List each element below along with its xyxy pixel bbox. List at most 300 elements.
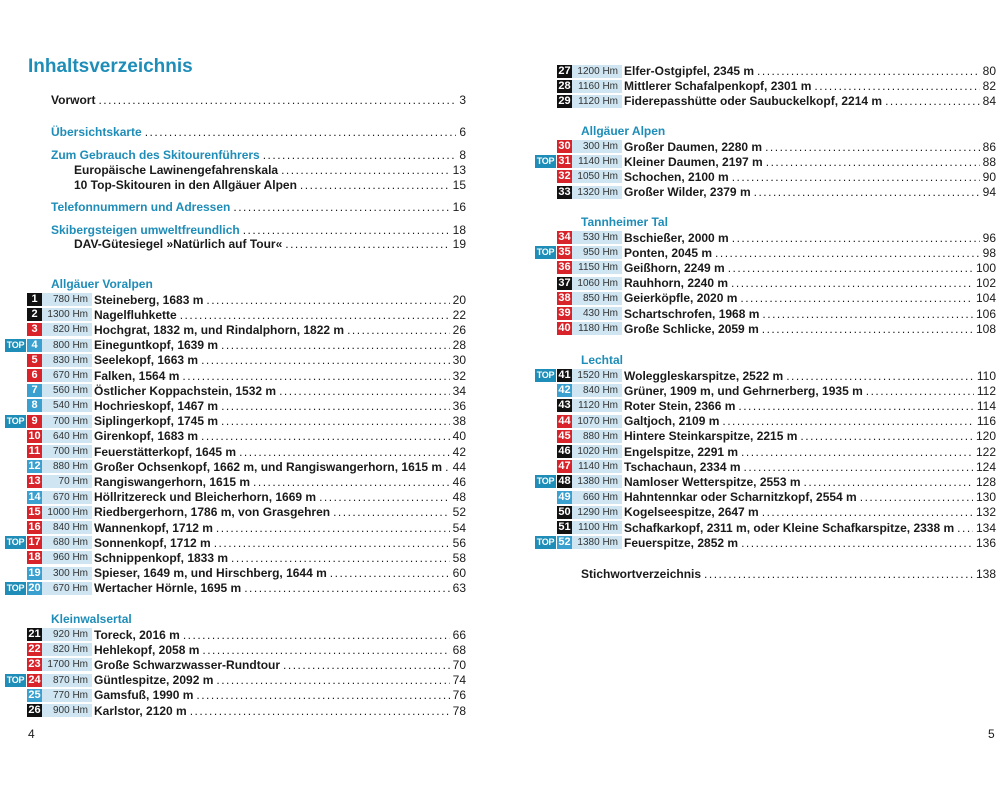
tour-number-badge: 37 — [558, 276, 571, 289]
toc-line-page: 16 — [452, 200, 466, 214]
elevation-gain: 560 Hm — [42, 384, 92, 397]
tour-name: Steineberg, 1683 m — [94, 292, 204, 307]
tour-page: 30 — [452, 353, 466, 368]
tour-row[interactable] — [5, 429, 466, 443]
section-heading: Allgäuer Alpen — [581, 124, 666, 138]
tour-name: Woleggleskarspitze, 2522 m — [624, 368, 784, 383]
dot-leader — [244, 581, 449, 595]
tour-row[interactable] — [535, 369, 996, 383]
elevation-gain: 1100 Hm — [572, 521, 622, 534]
tour-page: 134 — [975, 520, 996, 535]
dot-leader — [182, 369, 449, 383]
elevation-gain: 950 Hm — [572, 246, 622, 259]
toc-line-page: 138 — [975, 567, 996, 581]
dot-leader — [744, 460, 973, 474]
page-title: Inhaltsverzeichnis — [28, 56, 193, 77]
elevation-gain: 1140 Hm — [572, 460, 622, 473]
toc-line-title: Stichwortverzeichnis — [581, 567, 702, 581]
tour-page: 96 — [982, 230, 996, 245]
tour-name: Girenkopf, 1683 m — [94, 429, 199, 444]
elevation-gain: 1000 Hm — [42, 506, 92, 519]
tour-page: 32 — [452, 368, 466, 383]
tour-name: Geißhorn, 2249 m — [624, 260, 725, 275]
dot-leader — [704, 567, 973, 582]
elevation-gain: 70 Hm — [42, 475, 92, 488]
dot-leader — [740, 291, 973, 305]
toc-line-page: 19 — [452, 237, 466, 251]
toc-line[interactable] — [51, 125, 466, 140]
tour-name: Wannenkopf, 1712 m — [94, 520, 213, 535]
toc-line-page: 8 — [459, 148, 466, 162]
tour-name: Grüner, 1909 m, und Gehrnerberg, 1935 m — [624, 383, 863, 398]
tour-number-badge: 52 — [558, 536, 571, 549]
tour-page: 26 — [452, 322, 466, 337]
elevation-gain: 670 Hm — [42, 582, 92, 595]
tour-number-badge: 16 — [28, 521, 41, 533]
elevation-gain: 1020 Hm — [572, 445, 622, 458]
dot-leader — [728, 261, 973, 275]
tour-row[interactable] — [535, 261, 996, 275]
tour-row[interactable] — [5, 399, 466, 413]
toc-line-page: 18 — [452, 223, 466, 237]
tour-page: 102 — [975, 276, 996, 291]
elevation-gain: 1200 Hm — [572, 65, 622, 78]
tour-page: 76 — [452, 688, 466, 703]
tour-row[interactable] — [535, 307, 996, 321]
tour-row[interactable] — [535, 64, 996, 78]
tour-row[interactable] — [535, 291, 996, 305]
dot-leader — [233, 200, 449, 215]
toc-line-title: DAV-Gütesiegel »Natürlich auf Tour« — [74, 237, 283, 251]
tour-page: 70 — [452, 657, 466, 672]
dot-leader — [196, 688, 449, 702]
tour-number-badge: 45 — [558, 429, 571, 442]
toc-line[interactable] — [51, 223, 466, 238]
tour-row[interactable] — [535, 155, 996, 169]
tour-row[interactable] — [5, 308, 466, 322]
tour-row[interactable] — [535, 521, 996, 535]
tour-row[interactable] — [535, 490, 996, 504]
tour-page: 136 — [975, 535, 996, 550]
tour-number-badge: 41 — [558, 369, 571, 381]
section-heading: Lechtal — [581, 353, 624, 367]
tour-page: 54 — [452, 520, 466, 535]
tour-row[interactable] — [535, 94, 996, 108]
tour-page: 80 — [982, 64, 996, 78]
tour-name: Seelekopf, 1663 m — [94, 353, 199, 368]
tour-row[interactable] — [5, 505, 466, 519]
dot-leader — [715, 246, 980, 260]
dot-leader — [786, 369, 974, 383]
tour-name: Großer Daumen, 2280 m — [624, 139, 763, 154]
toc-line-page: 13 — [452, 163, 466, 177]
elevation-gain: 1520 Hm — [572, 369, 622, 382]
toc-line[interactable] — [51, 148, 466, 163]
tour-row[interactable] — [5, 673, 466, 687]
tour-number-badge: 30 — [558, 140, 571, 152]
tour-page: 68 — [452, 642, 466, 657]
tour-row[interactable] — [535, 231, 996, 245]
tour-number-badge: 1 — [27, 293, 42, 306]
tour-name: Hehlekopf, 2058 m — [94, 642, 200, 657]
tour-number-badge: 23 — [28, 658, 41, 671]
tour-number-badge: 5 — [27, 354, 42, 367]
elevation-gain: 700 Hm — [42, 445, 92, 458]
tour-number-badge: 14 — [28, 490, 41, 503]
dot-leader — [731, 276, 973, 290]
tour-name: Spieser, 1649 m, und Hirschberg, 1644 m — [94, 566, 327, 581]
tour-page: 74 — [452, 673, 466, 688]
tour-name: Kleiner Daumen, 2197 m — [624, 154, 763, 169]
tour-name: Gamsfuß, 1990 m — [94, 688, 194, 703]
dot-leader — [183, 628, 450, 642]
elevation-gain: 830 Hm — [42, 354, 92, 367]
tour-row[interactable] — [535, 276, 996, 290]
tour-row[interactable] — [5, 384, 466, 398]
top-tour-badge: TOP — [536, 476, 555, 487]
tour-number-badge: 34 — [558, 231, 571, 243]
tour-row[interactable] — [5, 369, 466, 383]
tour-name: Große Schwarzwasser-Rundtour — [94, 657, 281, 672]
elevation-gain: 880 Hm — [572, 430, 622, 443]
dot-leader — [732, 170, 980, 184]
tour-row[interactable] — [5, 704, 466, 718]
dot-leader — [221, 399, 450, 413]
section-heading: Kleinwalsertal — [51, 612, 132, 626]
tour-name: Mittlerer Schafalpenkopf, 2301 m — [624, 79, 812, 94]
tour-number-badge: 8 — [27, 399, 42, 412]
tour-row[interactable] — [5, 566, 466, 580]
toc-line[interactable] — [74, 178, 466, 193]
tour-number-badge: 3 — [27, 323, 42, 336]
tour-number-badge: 32 — [558, 170, 571, 183]
tour-row[interactable] — [535, 460, 996, 474]
dot-leader — [206, 293, 449, 307]
tour-row[interactable] — [535, 445, 996, 459]
dot-leader — [800, 429, 973, 443]
dot-leader — [741, 445, 973, 459]
tour-row[interactable] — [535, 429, 996, 443]
tour-page: 58 — [452, 550, 466, 565]
tour-row[interactable] — [5, 460, 466, 474]
toc-line[interactable] — [581, 567, 996, 582]
page-number-right: 5 — [988, 727, 995, 741]
tour-row[interactable] — [5, 445, 466, 459]
tour-name: Fiderepasshütte oder Saubuckelkopf, 2214 m — [624, 94, 883, 109]
tour-number-badge: 28 — [558, 79, 571, 92]
tour-name: Höllritzereck und Bleicherhorn, 1669 m — [94, 490, 317, 505]
elevation-gain: 670 Hm — [42, 491, 92, 504]
dot-leader — [201, 429, 450, 443]
elevation-gain: 1070 Hm — [572, 415, 622, 428]
dot-leader — [214, 536, 450, 550]
tour-name: Elfer-Ostgipfel, 2345 m — [624, 64, 755, 78]
tour-name: Nagelfluhkette — [94, 307, 177, 322]
dot-leader — [445, 460, 450, 474]
dot-leader — [814, 79, 979, 93]
tour-row[interactable] — [535, 170, 996, 184]
dot-leader — [239, 445, 450, 459]
tour-page: 86 — [982, 139, 996, 154]
tour-page: 88 — [982, 154, 996, 169]
toc-line[interactable] — [74, 163, 466, 178]
tour-row[interactable] — [5, 475, 466, 489]
tour-row[interactable] — [5, 536, 466, 550]
tour-name: Güntlespitze, 2092 m — [94, 673, 214, 688]
top-tour-badge: TOP — [6, 674, 25, 685]
tour-row[interactable] — [5, 353, 466, 367]
tour-number-badge: 46 — [558, 445, 571, 457]
tour-row[interactable] — [535, 185, 996, 199]
tour-row[interactable] — [535, 246, 996, 260]
tour-name: Geierköpfle, 2020 m — [624, 291, 738, 306]
dot-leader — [221, 338, 450, 352]
elevation-gain: 670 Hm — [42, 369, 92, 382]
elevation-gain: 820 Hm — [42, 323, 92, 336]
tour-number-badge: 48 — [558, 475, 571, 488]
tour-page: 46 — [452, 474, 466, 489]
elevation-gain: 850 Hm — [572, 292, 622, 305]
dot-leader — [722, 414, 973, 428]
dot-leader — [285, 237, 449, 252]
dot-leader — [741, 536, 973, 550]
tour-page: 124 — [975, 459, 996, 474]
tour-page: 52 — [452, 505, 466, 520]
tour-number-badge: 44 — [558, 414, 571, 427]
tour-number-badge: 17 — [28, 536, 41, 549]
dot-leader — [279, 384, 450, 398]
tour-number-badge: 40 — [558, 322, 571, 335]
elevation-gain: 1140 Hm — [572, 155, 622, 168]
top-tour-badge: TOP — [6, 339, 25, 350]
tour-page: 66 — [452, 627, 466, 642]
tour-name: Bschießer, 2000 m — [624, 230, 729, 245]
tour-row[interactable] — [5, 688, 466, 702]
dot-leader — [202, 643, 449, 657]
elevation-gain: 300 Hm — [42, 567, 92, 580]
tour-name: Feuerstätterkopf, 1645 m — [94, 444, 237, 459]
dot-leader — [319, 490, 450, 504]
elevation-gain: 300 Hm — [572, 140, 622, 153]
tour-row[interactable] — [535, 140, 996, 154]
dot-leader — [885, 94, 980, 108]
toc-line[interactable] — [51, 93, 466, 108]
tour-number-badge: 43 — [558, 399, 571, 412]
tour-page: 20 — [452, 292, 466, 307]
toc-line[interactable] — [51, 200, 466, 215]
dot-leader — [804, 475, 973, 489]
tour-page: 122 — [975, 444, 996, 459]
tour-name: Östlicher Koppachstein, 1532 m — [94, 383, 277, 398]
toc-line-title: Europäische Lawinengefahrenskala — [74, 163, 279, 177]
page-number-left: 4 — [28, 727, 35, 741]
tour-number-badge: 42 — [558, 384, 571, 397]
tour-name: Falken, 1564 m — [94, 368, 180, 383]
tour-name: Toreck, 2016 m — [94, 627, 180, 642]
tour-row[interactable] — [5, 414, 466, 428]
tour-number-badge: 18 — [28, 551, 41, 564]
tour-page: 48 — [452, 490, 466, 505]
tour-row[interactable] — [5, 490, 466, 504]
dot-leader — [732, 231, 980, 245]
top-tour-badge: TOP — [536, 537, 555, 548]
tour-name: Hochrieskopf, 1467 m — [94, 398, 219, 413]
dot-leader — [243, 223, 450, 238]
elevation-gain: 1120 Hm — [572, 399, 622, 412]
tour-row[interactable] — [535, 505, 996, 519]
tour-row[interactable] — [535, 536, 996, 550]
elevation-gain: 1180 Hm — [572, 322, 622, 335]
tour-name: Engelspitze, 2291 m — [624, 444, 739, 459]
elevation-gain: 780 Hm — [42, 293, 92, 306]
elevation-gain: 800 Hm — [42, 339, 92, 352]
elevation-gain: 1050 Hm — [572, 170, 622, 183]
tour-number-badge: 29 — [558, 94, 571, 107]
tour-number-badge: 51 — [558, 521, 571, 533]
toc-line-page: 15 — [452, 178, 466, 192]
tour-number-badge: 13 — [28, 475, 41, 488]
tour-number-badge: 35 — [558, 246, 571, 259]
elevation-gain: 640 Hm — [42, 430, 92, 443]
top-tour-badge: TOP — [6, 415, 25, 426]
tour-number-badge: 39 — [558, 307, 571, 319]
elevation-gain: 1380 Hm — [572, 475, 622, 488]
tour-name: Wertacher Hörnle, 1695 m — [94, 581, 242, 596]
tour-number-badge: 50 — [558, 505, 571, 518]
tour-number-badge: 2 — [27, 308, 42, 321]
dot-leader — [216, 673, 449, 687]
tour-page: 100 — [975, 260, 996, 275]
dot-leader — [330, 566, 450, 580]
tour-name: Roter Stein, 2366 m — [624, 398, 736, 413]
dot-leader — [754, 185, 980, 199]
tour-page: 116 — [976, 414, 996, 429]
tour-number-badge: 7 — [27, 384, 42, 397]
tour-row[interactable] — [535, 414, 996, 428]
dot-leader — [253, 475, 450, 489]
tour-page: 22 — [452, 307, 466, 322]
top-tour-badge: TOP — [536, 247, 555, 258]
dot-leader — [762, 505, 973, 519]
tour-number-badge: 9 — [27, 415, 42, 428]
elevation-gain: 1160 Hm — [572, 80, 622, 93]
tour-page: 90 — [982, 169, 996, 184]
tour-number-badge: 26 — [28, 704, 41, 716]
tour-name: Rangiswangerhorn, 1615 m — [94, 474, 251, 489]
tour-row[interactable] — [5, 628, 466, 642]
tour-number-badge: 6 — [27, 369, 42, 382]
tour-number-badge: 12 — [28, 460, 41, 473]
dot-leader — [738, 399, 973, 413]
tour-number-badge: 36 — [558, 261, 571, 274]
elevation-gain: 1120 Hm — [572, 95, 622, 108]
tour-name: Siplingerkopf, 1745 m — [94, 414, 219, 429]
elevation-gain: 680 Hm — [42, 536, 92, 549]
tour-page: 34 — [452, 383, 466, 398]
tour-page: 98 — [982, 245, 996, 260]
tour-name: Schochen, 2100 m — [624, 169, 729, 184]
tour-number-badge: 24 — [28, 673, 41, 686]
right-page — [500, 0, 1000, 800]
tour-name: Sonnenkopf, 1712 m — [94, 535, 211, 550]
tour-row[interactable] — [5, 581, 466, 595]
tour-number-badge: 31 — [558, 155, 571, 168]
top-tour-badge: TOP — [536, 370, 555, 380]
tour-page: 130 — [975, 490, 996, 505]
tour-page: 36 — [452, 398, 466, 413]
tour-page: 84 — [982, 94, 996, 109]
toc-line-title: Telefonnummern und Adressen — [51, 200, 231, 214]
dot-leader — [762, 322, 973, 336]
tour-row[interactable] — [535, 322, 996, 336]
tour-page: 112 — [976, 383, 996, 398]
tour-row[interactable] — [5, 643, 466, 657]
dot-leader — [957, 521, 973, 535]
dot-leader — [866, 384, 974, 398]
elevation-gain: 770 Hm — [42, 689, 92, 702]
tour-row[interactable] — [535, 475, 996, 489]
tour-page: 94 — [982, 185, 996, 200]
tour-name: Namloser Wetterspitze, 2553 m — [624, 474, 801, 489]
tour-row[interactable] — [535, 79, 996, 93]
tour-page: 28 — [452, 338, 466, 353]
dot-leader — [180, 308, 450, 322]
dot-leader — [201, 353, 450, 367]
section-heading: Tannheimer Tal — [581, 215, 668, 229]
dot-leader — [231, 551, 450, 565]
tour-number-badge: 27 — [558, 64, 571, 77]
tour-page: 104 — [975, 291, 996, 306]
toc-line[interactable] — [74, 237, 466, 252]
toc-line-page: 6 — [459, 125, 466, 139]
tour-row[interactable] — [5, 658, 466, 672]
tour-row[interactable] — [535, 399, 996, 413]
tour-row[interactable] — [5, 323, 466, 337]
dot-leader — [263, 148, 457, 163]
elevation-gain: 960 Hm — [42, 551, 92, 564]
top-tour-badge: TOP — [6, 582, 25, 593]
tour-row[interactable] — [5, 551, 466, 565]
dot-leader — [766, 155, 980, 169]
tour-number-badge: 4 — [27, 339, 42, 352]
elevation-gain: 820 Hm — [42, 643, 92, 656]
tour-number-badge: 21 — [28, 628, 41, 640]
tour-number-badge: 49 — [558, 490, 571, 503]
tour-page: 106 — [975, 306, 996, 321]
tour-page: 56 — [452, 535, 466, 550]
tour-row[interactable] — [5, 293, 466, 307]
tour-number-badge: 15 — [28, 505, 41, 518]
tour-name: Großer Wilder, 2379 m — [624, 185, 751, 200]
elevation-gain: 840 Hm — [572, 384, 622, 397]
tour-row[interactable] — [535, 384, 996, 398]
elevation-gain: 1380 Hm — [572, 536, 622, 549]
tour-page: 108 — [975, 321, 996, 336]
tour-name: Eineguntkopf, 1639 m — [94, 338, 219, 353]
elevation-gain: 1150 Hm — [572, 261, 622, 274]
tour-name: Riedbergerhorn, 1786 m, von Grasgehren — [94, 505, 331, 520]
dot-leader — [765, 140, 980, 154]
elevation-gain: 1060 Hm — [572, 277, 622, 290]
toc-line-title: Vorwort — [51, 93, 96, 107]
toc-line-title: Übersichtskarte — [51, 125, 142, 139]
tour-page: 60 — [452, 566, 466, 581]
tour-row[interactable] — [5, 338, 466, 352]
dot-leader — [762, 307, 973, 321]
dot-leader — [216, 521, 450, 535]
elevation-gain: 1320 Hm — [572, 186, 622, 199]
tour-row[interactable] — [5, 521, 466, 535]
